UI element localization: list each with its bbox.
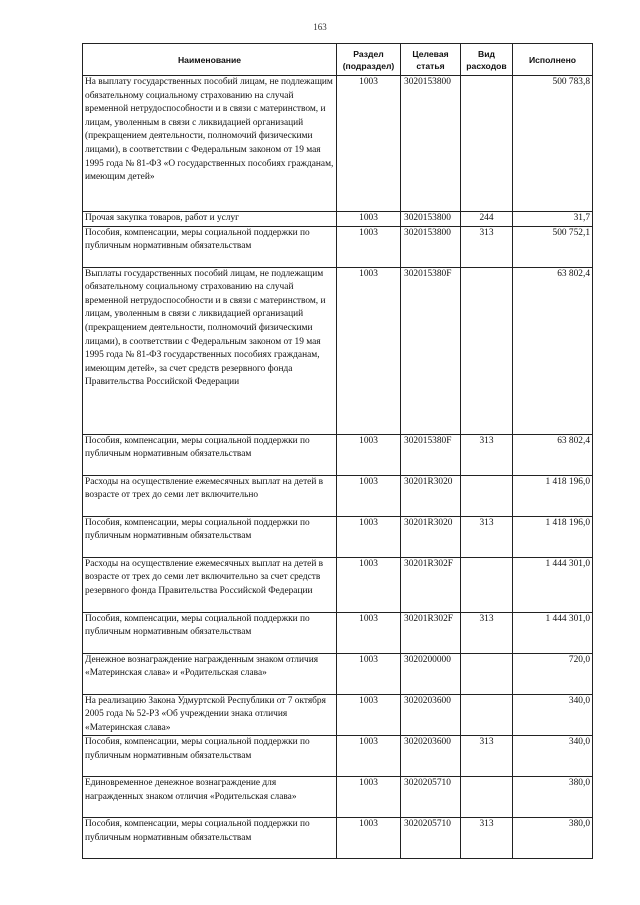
header-razdel: Раздел (подраздел) xyxy=(337,44,401,76)
table-row xyxy=(83,76,593,212)
table-row xyxy=(83,226,593,267)
row-razdel: 1003 xyxy=(337,818,401,859)
row-name: Пособия, компенсации, меры социальной поддержки по публичным нормативным обязательствам xyxy=(83,612,337,653)
table-row xyxy=(83,736,593,777)
row-cel: 302015380F xyxy=(401,434,461,475)
row-cel: 3020205710 xyxy=(401,777,461,818)
row-razdel: 1003 xyxy=(337,736,401,777)
row-ispolneno: 720,0 xyxy=(513,653,593,694)
row-razdel: 1003 xyxy=(337,516,401,557)
row-vid xyxy=(461,694,513,736)
table-row xyxy=(83,818,593,859)
row-cel: 3020205710 xyxy=(401,818,461,859)
row-name: Пособия, компенсации, меры социальной поддержки по публичным нормативным обязательствам xyxy=(83,818,337,859)
row-vid: 313 xyxy=(461,516,513,557)
row-vid: 244 xyxy=(461,212,513,227)
row-name: Пособия, компенсации, меры социальной поддержки по публичным нормативным обязательствам xyxy=(83,226,337,267)
row-razdel: 1003 xyxy=(337,694,401,736)
header-ispolneno: Исполнено xyxy=(513,44,593,76)
row-name: Пособия, компенсации, меры социальной поддержки по публичным нормативным обязательствам xyxy=(83,516,337,557)
row-cel: 3020153800 xyxy=(401,76,461,212)
row-vid: 313 xyxy=(461,434,513,475)
row-ispolneno: 500 752,1 xyxy=(513,226,593,267)
row-vid: 313 xyxy=(461,612,513,653)
table-row xyxy=(83,557,593,612)
row-cel: 30201R302F xyxy=(401,557,461,612)
row-razdel: 1003 xyxy=(337,475,401,516)
row-ispolneno: 380,0 xyxy=(513,818,593,859)
row-vid: 313 xyxy=(461,818,513,859)
row-name: Единовременное денежное вознаграждение для награжденных знаком отличия «Родительская слава» xyxy=(83,777,337,818)
row-razdel: 1003 xyxy=(337,434,401,475)
row-cel: 30201R3020 xyxy=(401,475,461,516)
header-celevaya-statya: Целевая статья xyxy=(401,44,461,76)
row-razdel: 1003 xyxy=(337,212,401,227)
row-razdel: 1003 xyxy=(337,226,401,267)
row-vid: 313 xyxy=(461,226,513,267)
table-row xyxy=(83,516,593,557)
row-vid xyxy=(461,777,513,818)
header-vid-raskhodov: Вид расходов xyxy=(461,44,513,76)
row-vid xyxy=(461,76,513,212)
row-razdel: 1003 xyxy=(337,612,401,653)
table-row xyxy=(83,267,593,434)
row-ispolneno: 63 802,4 xyxy=(513,434,593,475)
page-number: 163 xyxy=(313,22,327,32)
table-row xyxy=(83,212,593,227)
row-ispolneno: 340,0 xyxy=(513,736,593,777)
header-name: Наименование xyxy=(83,44,337,76)
table-row xyxy=(83,434,593,475)
row-cel: 3020203600 xyxy=(401,694,461,736)
row-ispolneno: 63 802,4 xyxy=(513,267,593,434)
budget-table xyxy=(82,43,593,859)
table-row xyxy=(83,612,593,653)
row-razdel: 1003 xyxy=(337,76,401,212)
table-row xyxy=(83,777,593,818)
row-name: Расходы на осуществление ежемесячных выплат на детей в возрасте от трех до семи лет включительно за счет средств резервного фонда Правительства Российской Федерации xyxy=(83,557,337,612)
row-ispolneno: 340,0 xyxy=(513,694,593,736)
row-razdel: 1003 xyxy=(337,267,401,434)
row-name: Пособия, компенсации, меры социальной поддержки по публичным нормативным обязательствам xyxy=(83,434,337,475)
row-cel: 30201R302F xyxy=(401,612,461,653)
table-row xyxy=(83,694,593,736)
table-row xyxy=(83,653,593,694)
row-name: Расходы на осуществление ежемесячных выплат на детей в возрасте от трех до семи лет включительно xyxy=(83,475,337,516)
row-cel: 3020200000 xyxy=(401,653,461,694)
row-razdel: 1003 xyxy=(337,653,401,694)
row-vid xyxy=(461,267,513,434)
table-header-row xyxy=(83,44,593,76)
row-vid: 313 xyxy=(461,736,513,777)
row-name: На выплату государственных пособий лицам, не подлежащим обязательному социальному страхованию на случай временной нетрудоспособности и в связи с материнством, и лицам, уволенным в связи с ликвидацией организаций (прекращением деятельности, полномочий физическими лицами), в соответствии с Федеральным законом от 19 мая 1995 года № 81-ФЗ «О государственных пособиях гражданам, имеющим детей» xyxy=(83,76,337,212)
row-cel: 302015380F xyxy=(401,267,461,434)
row-cel: 3020153800 xyxy=(401,212,461,227)
row-razdel: 1003 xyxy=(337,557,401,612)
row-cel: 3020203600 xyxy=(401,736,461,777)
row-name: Прочая закупка товаров, работ и услуг xyxy=(83,212,337,227)
row-ispolneno: 500 783,8 xyxy=(513,76,593,212)
row-ispolneno: 1 444 301,0 xyxy=(513,557,593,612)
row-name: Пособия, компенсации, меры социальной поддержки по публичным нормативным обязательствам xyxy=(83,736,337,777)
table-row xyxy=(83,475,593,516)
row-vid xyxy=(461,557,513,612)
row-razdel: 1003 xyxy=(337,777,401,818)
row-name: На реализацию Закона Удмуртской Республики от 7 октября 2005 года № 52-РЗ «Об учреждении знака отличия «Материнская слава» xyxy=(83,694,337,736)
row-name: Денежное вознаграждение награжденным знаком отличия «Материнская слава» и «Родительская слава» xyxy=(83,653,337,694)
row-cel: 30201R3020 xyxy=(401,516,461,557)
row-ispolneno: 1 418 196,0 xyxy=(513,475,593,516)
row-vid xyxy=(461,475,513,516)
row-ispolneno: 380,0 xyxy=(513,777,593,818)
row-ispolneno: 1 418 196,0 xyxy=(513,516,593,557)
row-ispolneno: 1 444 301,0 xyxy=(513,612,593,653)
row-cel: 3020153800 xyxy=(401,226,461,267)
row-name: Выплаты государственных пособий лицам, не подлежащим обязательному социальному страхованию на случай временной нетрудоспособности и в связи с материнством, и лицам, уволенным в связи с ликвидацией организаций (прекращением деятельности, полномочий физическими лицами), в соответствии с Федеральным законом от 19 мая 1995 года № 81-ФЗ государственных пособиях гражданам, имеющим детей», за счет средств резервного фонда Правительства Российской Федерации xyxy=(83,267,337,434)
row-vid xyxy=(461,653,513,694)
row-ispolneno: 31,7 xyxy=(513,212,593,227)
